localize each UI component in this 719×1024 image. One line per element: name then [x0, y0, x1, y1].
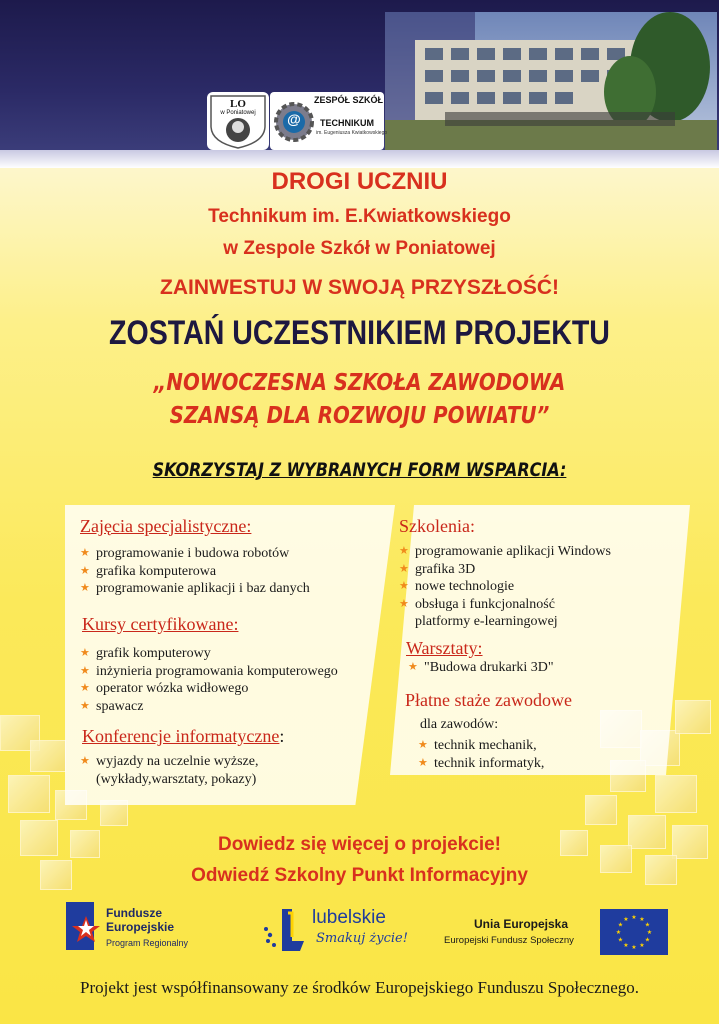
- cofinancing-note: Projekt jest współfinansowany ze środków Europejskiego Funduszu Społecznego.: [79, 978, 640, 997]
- zs-school-logo: [270, 92, 388, 150]
- svg-text:★: ★: [631, 944, 637, 951]
- fe-logo-line1: Fundusze: [106, 906, 162, 920]
- zs-logo-line2: TECHNIKUM: [320, 118, 374, 128]
- list-paid-internships: [418, 737, 544, 772]
- list-item: ★ programowanie aplikacji Windows: [399, 544, 611, 559]
- list-item: ★ wyjazdy na uczelnie wyższe,: [80, 754, 259, 769]
- cta-visit-info-point: Odwiedź Szkolny Punkt Informacyjny: [191, 865, 528, 886]
- svg-text:★: ★: [646, 929, 653, 936]
- lubelskie-logo: [258, 905, 408, 957]
- star-bullet-icon: ★: [80, 564, 90, 577]
- header-glow: [0, 150, 719, 168]
- lo-school-logo: [207, 92, 269, 150]
- headline-join-project: ZOSTAŃ UCZESTNIKIEM PROJEKTU: [109, 314, 610, 352]
- svg-text:★: ★: [615, 929, 622, 936]
- list-item: ★ operator wózka widłowego: [80, 681, 249, 696]
- star-bullet-icon: ★: [80, 755, 90, 767]
- star-bullet-icon: ★: [80, 547, 90, 559]
- star-bullet-icon: ★: [399, 580, 409, 592]
- star-bullet-icon: ★: [80, 647, 90, 659]
- list-workshops: [408, 659, 554, 677]
- svg-text:★: ★: [623, 916, 629, 923]
- section-title-paid-internships: Płatne staże zawodowe: [405, 690, 572, 710]
- ue-logo-line2: Europejski Fundusz Społeczny: [444, 935, 574, 946]
- support-forms-heading: SKORZYSTAJ Z WYBRANYCH FORM WSPARCIA:: [152, 459, 567, 481]
- star-bullet-icon: ★: [399, 597, 409, 610]
- project-title-line2: SZANSĄ DLA ROZWOJU POWIATU”: [169, 403, 550, 429]
- lubelskie-emblem-icon: [258, 907, 308, 953]
- list-item: ★ inżynieria programowania komputerowego: [80, 663, 338, 679]
- at-sign-icon: @: [287, 111, 301, 127]
- svg-text:★: ★: [617, 921, 624, 929]
- svg-text:★: ★: [644, 936, 651, 944]
- section-title-certified-courses: Kursy certyfikowane:: [82, 614, 239, 634]
- list-specialist-classes: [80, 545, 310, 598]
- section-title-it-conferences: Konferencje informatyczne:: [82, 726, 285, 746]
- star-bullet-icon: ★: [80, 664, 90, 677]
- list-item: ★ grafik komputerowy: [80, 646, 211, 661]
- fe-logo-line2: Europejskie: [106, 920, 175, 934]
- section-title-specialist-classes: Zajęcia specjalistyczne:: [80, 516, 252, 536]
- list-item: ★ nowe technologie: [399, 579, 515, 594]
- fe-star-emblem-icon: [66, 902, 100, 950]
- star-bullet-icon: ★: [418, 739, 428, 751]
- internships-intro: dla zawodów:: [420, 717, 499, 732]
- star-bullet-icon: ★: [418, 756, 428, 769]
- list-item: ★ "Budowa drukarki 3D": [408, 660, 554, 675]
- svg-text:★: ★: [623, 942, 629, 949]
- header-banner: [0, 0, 719, 152]
- list-item: ★ grafika 3D: [399, 561, 476, 577]
- star-bullet-icon: ★: [80, 699, 90, 712]
- eu-flag-icon: [600, 909, 668, 955]
- list-item-continuation: (wykłady,warsztaty, pokazy): [96, 771, 257, 787]
- lo-logo-subtitle: w Poniatowej: [220, 110, 256, 116]
- list-it-conferences: [80, 753, 258, 788]
- lo-logo-title: LO: [230, 98, 246, 110]
- headline-school-location: w Zespole Szkół w Poniatowej: [223, 238, 496, 259]
- svg-text:★: ★: [639, 942, 645, 949]
- list-item-continuation: platformy e-learningowej: [415, 614, 558, 629]
- headline-invest: ZAINWESTUJ W SWOJĄ PRZYSZŁOŚĆ!: [160, 276, 559, 299]
- section-title-trainings: Szkolenia:: [399, 516, 475, 536]
- ue-logo-line1: Unia Europejska: [474, 917, 569, 931]
- star-bullet-icon: ★: [408, 661, 418, 673]
- list-certified-courses: [80, 645, 338, 715]
- zs-logo-line1: ZESPÓŁ SZKÓŁ: [314, 95, 384, 105]
- list-item: ★ programowanie aplikacji i baz danych: [80, 581, 310, 596]
- lubelskie-logo-name: lubelskie: [312, 907, 386, 928]
- svg-text:★: ★: [617, 936, 624, 944]
- headline-greeting: DROGI UCZNIU: [271, 168, 448, 195]
- list-item: ★ technik mechanik,: [418, 738, 537, 753]
- school-building-photo: [385, 12, 717, 150]
- list-item: ★ obsługa i funkcjonalność: [399, 596, 555, 612]
- svg-text:★: ★: [631, 914, 637, 921]
- svg-text:★: ★: [644, 921, 651, 929]
- list-item: ★ spawacz: [80, 698, 144, 714]
- project-title-line1: „NOWOCZESNA SZKOŁA ZAWODOWA: [153, 370, 566, 396]
- star-bullet-icon: ★: [399, 545, 409, 557]
- fe-logo-line3: Program Regionalny: [106, 938, 189, 948]
- list-item: ★ grafika komputerowa: [80, 563, 217, 579]
- list-item: ★ technik informatyk,: [418, 755, 545, 771]
- cta-learn-more: Dowiedz się więcej o projekcie!: [218, 834, 501, 855]
- star-bullet-icon: ★: [80, 682, 90, 694]
- lubelskie-logo-slogan: Smakuj życie!: [316, 931, 408, 946]
- section-title-workshops: Warsztaty:: [406, 638, 483, 658]
- star-bullet-icon: ★: [80, 582, 90, 594]
- star-bullet-icon: ★: [399, 562, 409, 575]
- list-trainings: [399, 543, 611, 631]
- list-item: ★ programowanie i budowa robotów: [80, 546, 290, 561]
- fundusze-europejskie-logo: [66, 900, 226, 956]
- svg-text:★: ★: [639, 916, 645, 923]
- headline-school-name: Technikum im. E.Kwiatkowskiego: [208, 206, 511, 227]
- zs-logo-line3: im. Eugeniusza Kwiatkowskiego: [316, 130, 388, 136]
